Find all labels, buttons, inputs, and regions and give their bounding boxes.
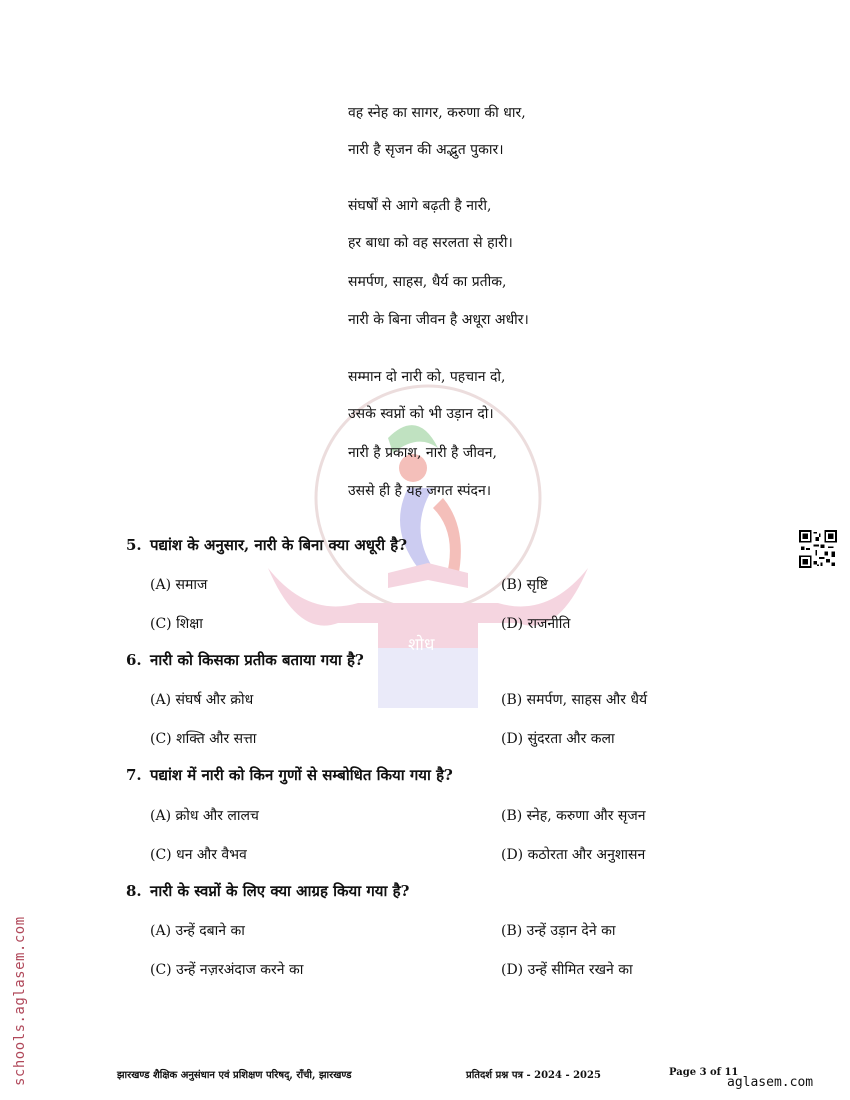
option-a: (A) क्रोध और लालच <box>150 808 259 824</box>
corner-watermark: aglasem.com <box>727 1075 814 1090</box>
footer-page-number: Page 3 of 11 <box>669 1067 739 1078</box>
option-c: (C) शिक्षा <box>150 616 203 632</box>
option-b: (B) उन्हें उड़ान देने का <box>501 923 616 939</box>
option-b: (B) स्नेह, करुणा और सृजन <box>501 808 646 824</box>
question-text: पद्यांश के अनुसार, नारी के बिना क्या अधूरी है? <box>150 536 407 554</box>
option-a: (A) समाज <box>150 577 208 593</box>
poem-line: सम्मान दो नारी को, पहचान दो, <box>348 369 506 385</box>
question-text: नारी को किसका प्रतीक बताया गया है? <box>150 651 364 669</box>
question-number: 5. <box>126 536 142 554</box>
logo-word-1: नवोन्मेष <box>288 635 337 655</box>
option-b: (B) समर्पण, साहस और धैर्य <box>501 692 648 708</box>
poem-line: नारी के बिना जीवन है अधूरा अधीर। <box>348 312 529 328</box>
poem-line: नारी है प्रकाश, नारी है जीवन, <box>348 445 497 461</box>
poem-line: वह स्नेह का सागर, करुणा की धार, <box>348 105 526 121</box>
footer-paper-title: प्रतिदर्श प्रश्न पत्र - 2024 - 2025 <box>466 1070 601 1081</box>
option-a: (A) उन्हें दबाने का <box>150 923 245 939</box>
question-8 <box>126 882 409 900</box>
poem-line: नारी है सृजन की अद्भुत पुकार। <box>348 142 504 158</box>
option-d: (D) सुंदरता और कला <box>501 731 615 747</box>
option-c: (C) उन्हें नज़रअंदाज करने का <box>150 962 304 978</box>
option-d: (D) राजनीति <box>501 616 571 632</box>
footer-organization: झारखण्ड शैक्षिक अनुसंधान एवं प्रशिक्षण परिषद्, राँची, झारखण्ड <box>117 1070 352 1081</box>
question-number: 8. <box>126 882 142 900</box>
question-6 <box>126 651 364 669</box>
poem-line: उसके स्वप्नों को भी उड़ान दो। <box>348 406 494 422</box>
option-b: (B) सृष्टि <box>501 577 548 593</box>
logo-word-2: शोध <box>408 635 435 655</box>
option-d: (D) कठोरता और अनुशासन <box>501 847 646 863</box>
poem-line: समर्पण, साहस, धैर्य का प्रतीक, <box>348 274 507 290</box>
option-c: (C) शक्ति और सत्ता <box>150 731 257 747</box>
poem-line: संघर्षों से आगे बढ़ती है नारी, <box>348 198 492 214</box>
question-number: 7. <box>126 766 142 784</box>
option-c: (C) धन और वैभव <box>150 847 247 863</box>
side-watermark: schools.aglasem.com <box>12 916 28 1086</box>
question-text: पद्यांश में नारी को किन गुणों से सम्बोधित किया गया है? <box>150 766 453 784</box>
logo-word-3: नेतृत्व <box>496 635 530 655</box>
option-d: (D) उन्हें सीमित रखने का <box>501 962 633 978</box>
question-text: नारी के स्वप्नों के लिए क्या आग्रह किया गया है? <box>150 882 410 900</box>
option-a: (A) संघर्ष और क्रोध <box>150 692 254 708</box>
poem-line: हर बाधा को वह सरलता से हारी। <box>348 235 513 251</box>
question-7 <box>126 766 453 784</box>
poem-line: उससे ही है यह जगत स्पंदन। <box>348 483 492 499</box>
question-5 <box>126 536 407 554</box>
question-number: 6. <box>126 651 142 669</box>
qr-code-icon[interactable] <box>799 530 837 568</box>
